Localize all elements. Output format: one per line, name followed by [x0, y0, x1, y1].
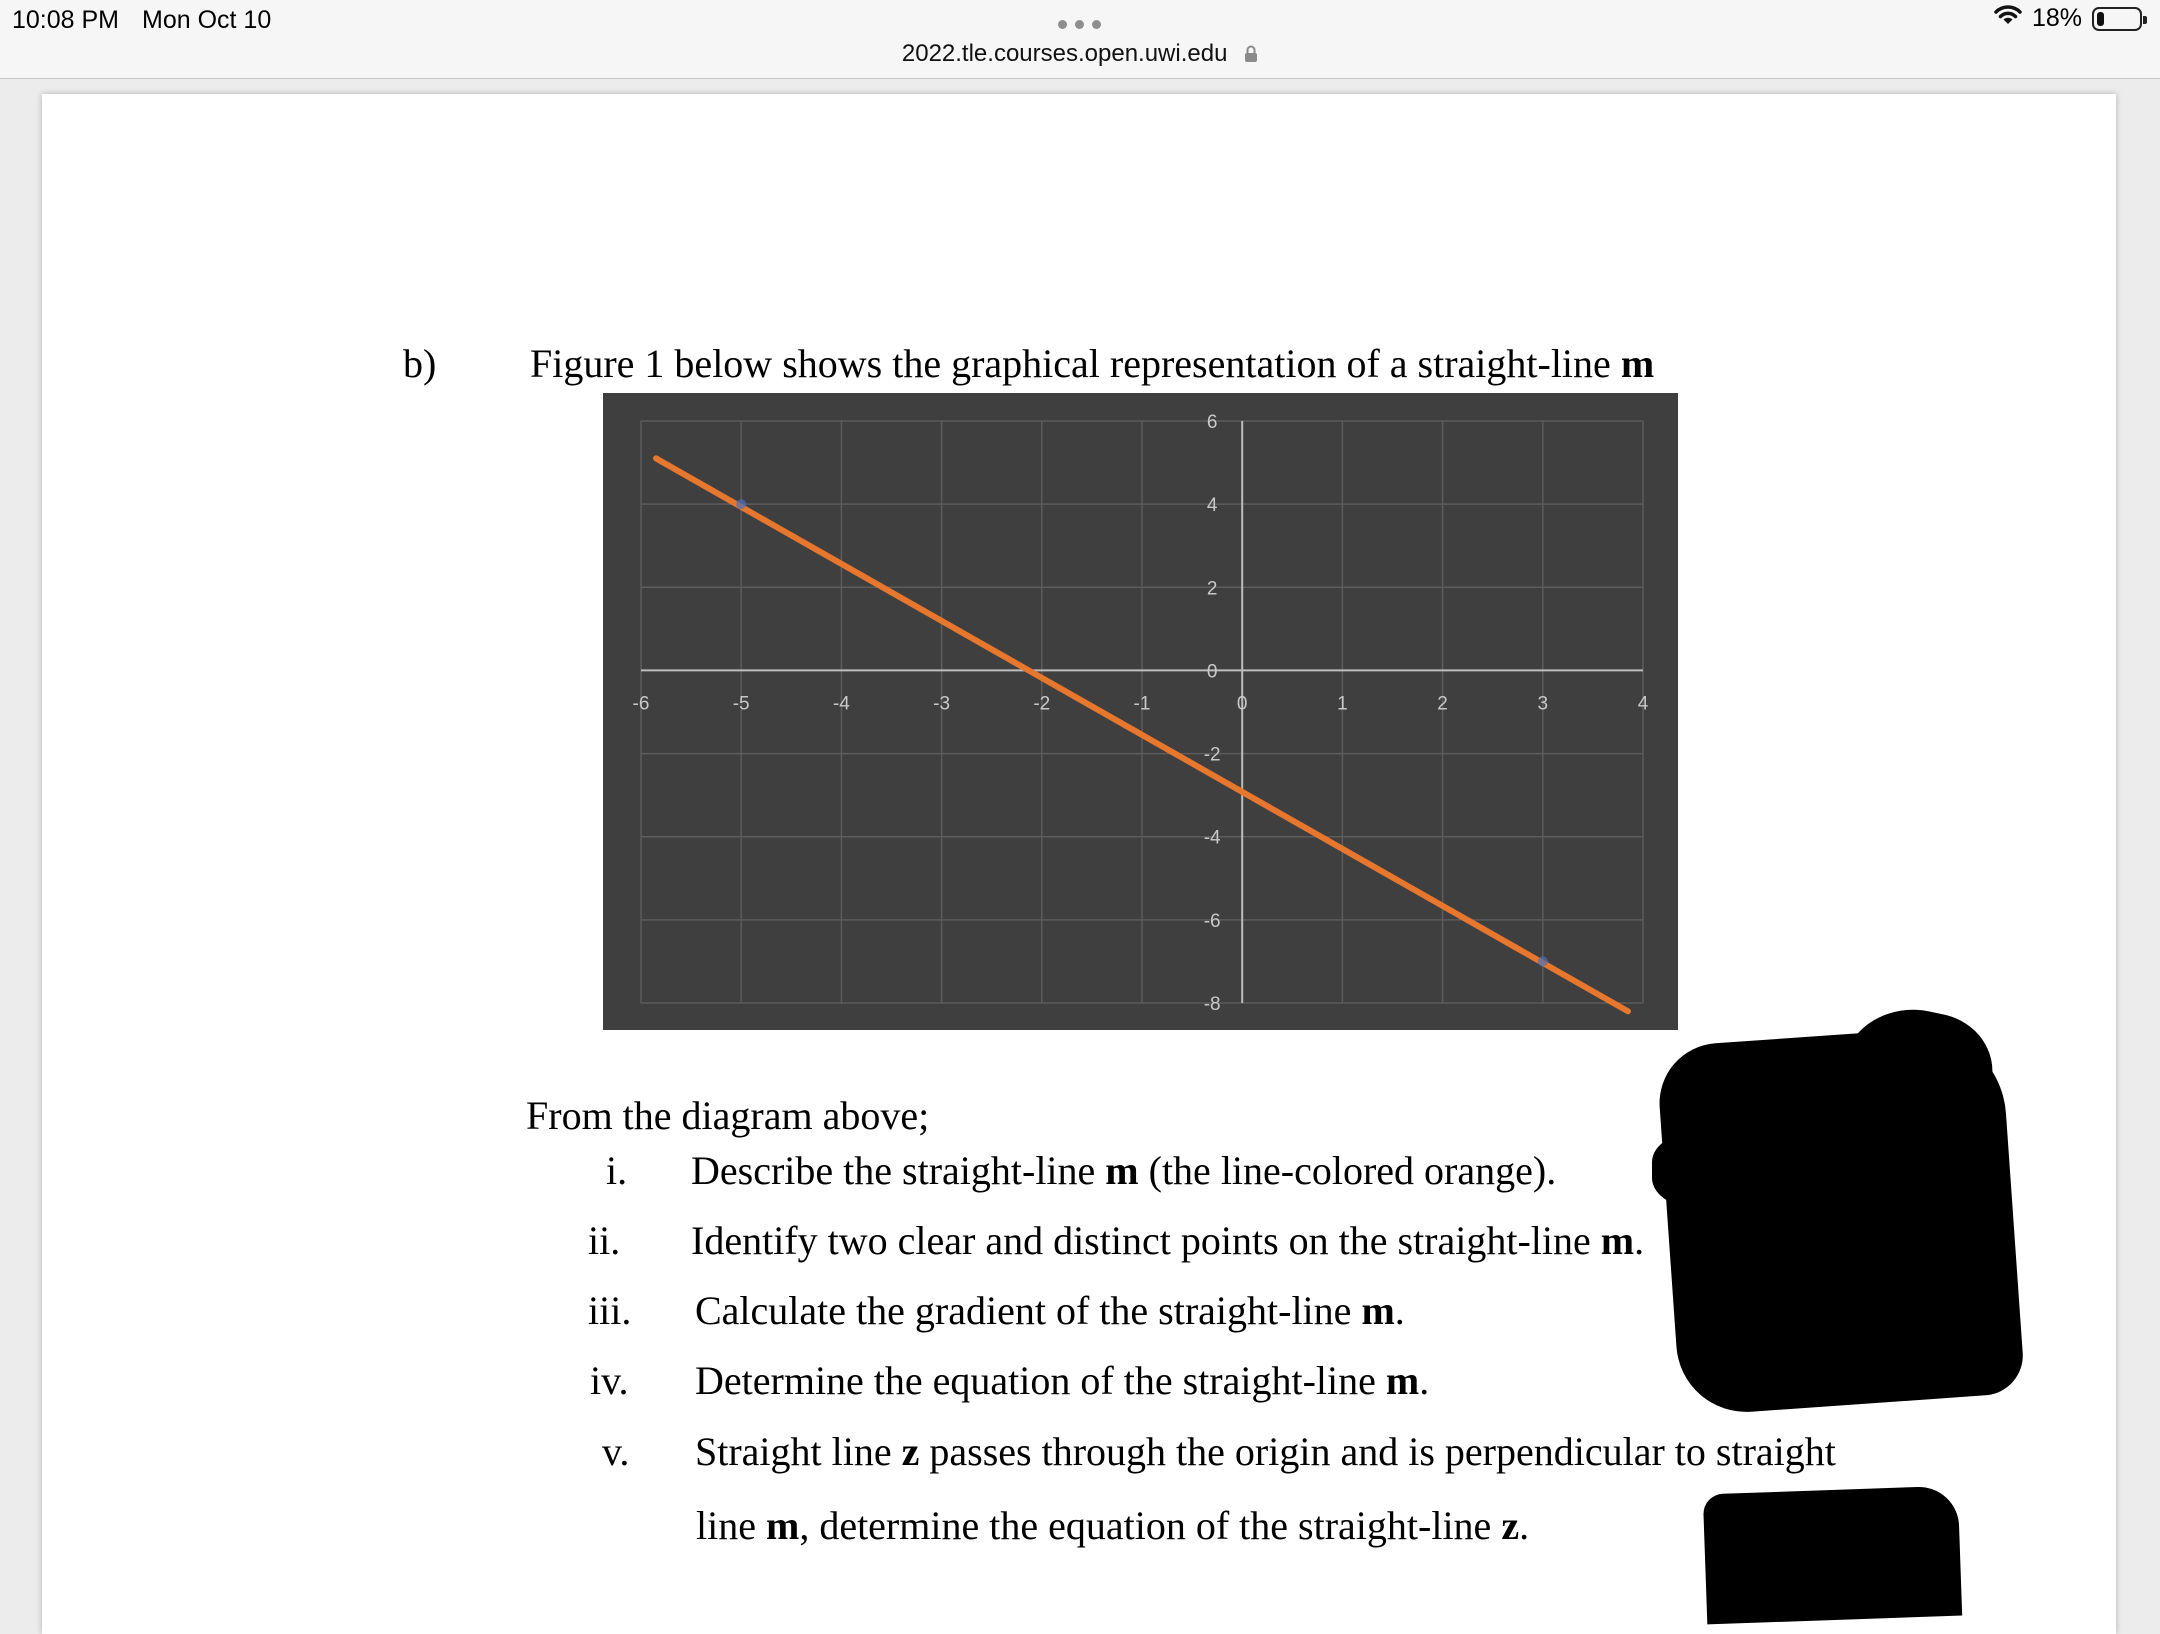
- question-text: [695, 1428, 1836, 1475]
- question-text-part: Describe the straight-line: [691, 1148, 1106, 1193]
- intro-text: [530, 340, 1654, 387]
- question-text-part: .: [1634, 1218, 1645, 1263]
- battery-percent: 18%: [2031, 4, 2082, 32]
- x-tick-label: -1: [1133, 693, 1151, 715]
- figure-1-chart: [603, 393, 1678, 1030]
- y-tick-label: -8: [1203, 994, 1221, 1015]
- redaction-mark: [1652, 1130, 1782, 1210]
- x-tick-label: -2: [1033, 693, 1051, 715]
- url-field[interactable]: [0, 40, 2160, 70]
- battery-icon: [2092, 7, 2142, 31]
- q5-line2-part: .: [1519, 1503, 1530, 1548]
- data-point: [736, 499, 746, 509]
- question-bold-var: m: [1361, 1288, 1395, 1333]
- x-tick-label: 1: [1337, 693, 1348, 715]
- question-text-part: Calculate the gradient of the straight-line: [695, 1288, 1362, 1333]
- y-tick-label: 6: [1206, 412, 1218, 433]
- question-number: iv.: [590, 1358, 629, 1403]
- question-text: [695, 1287, 1405, 1334]
- question-number: v.: [602, 1429, 630, 1474]
- q5-line2-part: , determine the equation of the straight-line: [799, 1503, 1502, 1548]
- y-tick-label: -6: [1203, 910, 1221, 932]
- x-tick-label: 4: [1637, 693, 1649, 715]
- y-tick-label: 2: [1206, 578, 1218, 600]
- question-number: i.: [606, 1148, 628, 1193]
- y-tick-label: -2: [1203, 744, 1221, 766]
- x-tick-label: -3: [933, 693, 951, 715]
- x-tick-label: -4: [832, 693, 850, 715]
- x-tick-label: 3: [1537, 693, 1549, 715]
- url-text: 2022.tle.courses.open.uwi.edu: [901, 40, 1228, 67]
- q5-line2-bold: z: [1501, 1503, 1520, 1548]
- question-bold-var: m: [1385, 1358, 1420, 1403]
- redaction-mark: [1703, 1486, 1962, 1625]
- y-tick-label: 0: [1206, 661, 1218, 683]
- x-tick-label: 0: [1236, 693, 1248, 715]
- question-text-part: .: [1394, 1288, 1405, 1333]
- q5-line2-part: line: [696, 1503, 766, 1548]
- wifi-icon: [1994, 4, 2022, 33]
- question-bold-var: m: [1105, 1148, 1139, 1193]
- question-v-line-2: [696, 1502, 1529, 1549]
- question-text-part: .: [1419, 1358, 1430, 1403]
- q5-line2-bold: m: [765, 1503, 800, 1548]
- question-text-part: Identify two clear and distinct points on the straight-line: [691, 1218, 1601, 1263]
- y-tick-label: -4: [1203, 827, 1221, 849]
- question-text: [691, 1217, 1644, 1264]
- question-number: iii.: [588, 1288, 632, 1333]
- status-bar: [0, 0, 2160, 40]
- x-tick-label: -6: [632, 693, 650, 715]
- data-point: [1538, 956, 1548, 966]
- question-text: [695, 1357, 1429, 1404]
- question-bold-var: z: [901, 1429, 920, 1474]
- status-time: 10:08 PM: [12, 6, 120, 34]
- question-bold-var: m: [1600, 1218, 1635, 1263]
- question-text-part: (the line-colored orange).: [1138, 1148, 1557, 1193]
- part-label: b): [403, 341, 437, 386]
- y-tick-label: 4: [1206, 495, 1218, 517]
- question-number: ii.: [588, 1218, 621, 1263]
- x-tick-label: -5: [732, 693, 750, 715]
- x-tick-label: 2: [1437, 693, 1448, 715]
- intro-text-body: Figure 1 below shows the graphical representation of a straight-line: [530, 341, 1621, 386]
- question-text: [691, 1147, 1556, 1194]
- question-text-part: passes through the origin and is perpendicular to straight: [919, 1429, 1836, 1474]
- status-date: Mon Oct 10: [142, 6, 272, 34]
- question-text-part: Determine the equation of the straight-line: [695, 1358, 1386, 1403]
- lock-icon: [1244, 42, 1258, 70]
- question-text-part: Straight line: [695, 1429, 902, 1474]
- from-diagram-text: From the diagram above;: [526, 1093, 930, 1138]
- intro-text-bold: m: [1620, 341, 1655, 386]
